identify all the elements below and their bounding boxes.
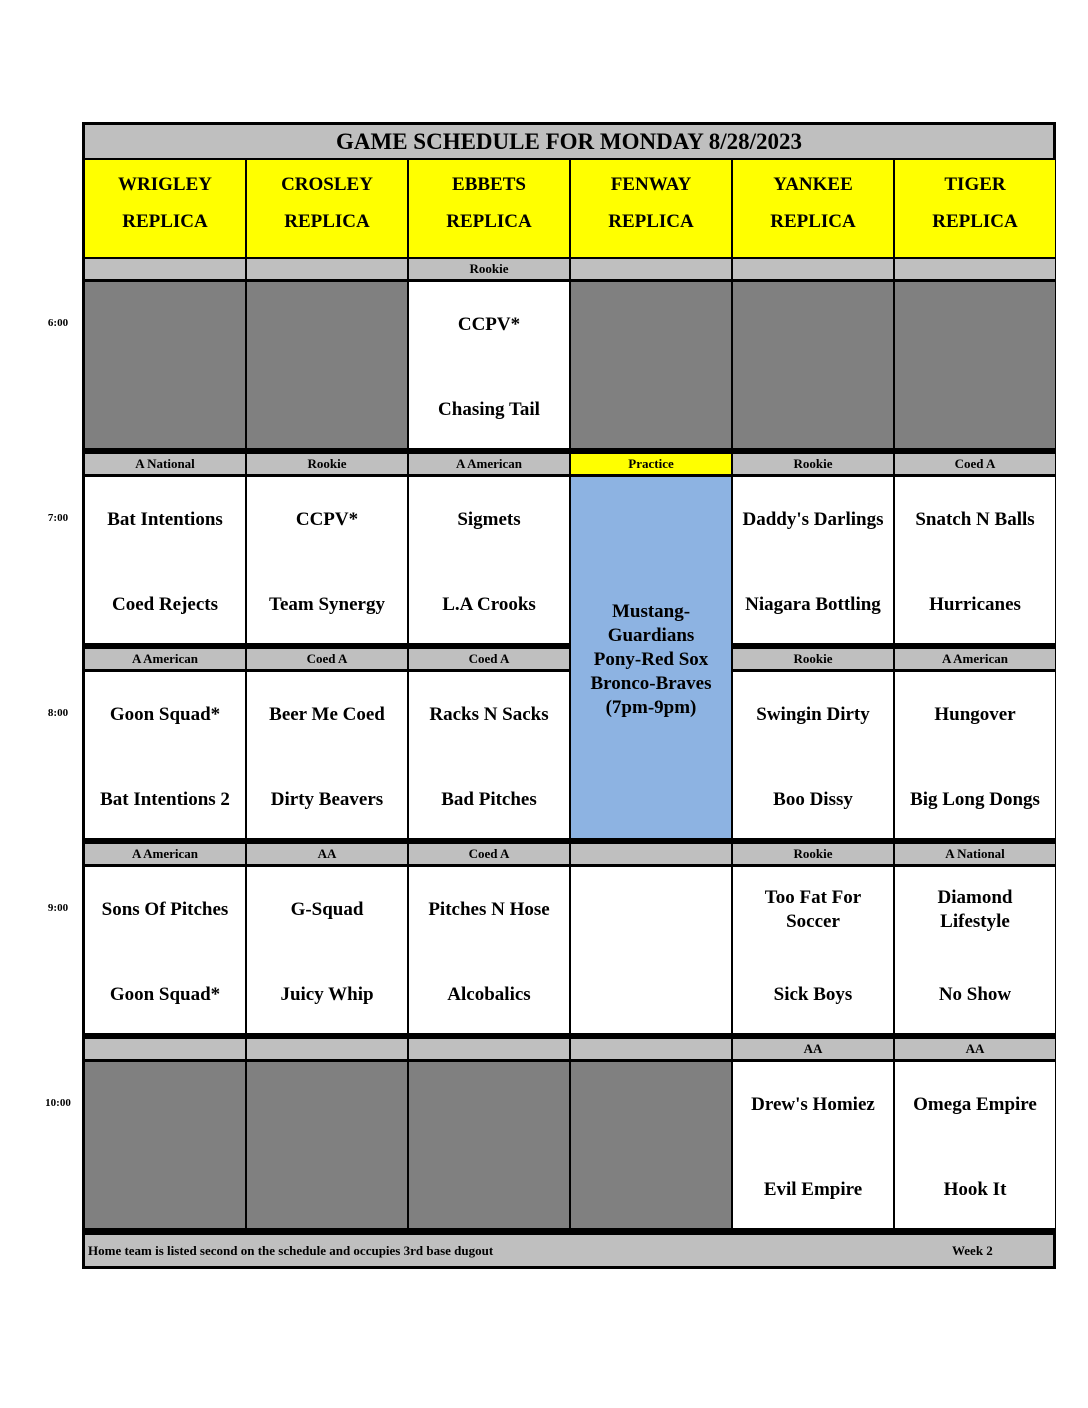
field-name: FENWAY [610, 174, 692, 195]
game-cell [409, 282, 569, 448]
division-label: A American [85, 844, 245, 864]
field-header [247, 160, 407, 257]
field-name: YANKEE [773, 174, 853, 195]
division-label [409, 1039, 569, 1059]
division-label [247, 259, 407, 279]
field-subtitle: REPLICA [932, 211, 1018, 232]
game-cell [733, 1062, 893, 1228]
field-header [571, 160, 731, 257]
division-label [733, 259, 893, 279]
schedule-table [82, 122, 1056, 1269]
field-subtitle: REPLICA [446, 211, 532, 232]
away-team: Snatch N Balls [915, 509, 1035, 530]
field-subtitle: REPLICA [284, 211, 370, 232]
game-cell [895, 477, 1055, 643]
division-label: Rookie [409, 259, 569, 279]
practice-line: Bronco-Braves [590, 673, 712, 694]
home-team: No Show [938, 984, 1012, 1005]
away-team: Diamond Lifestyle [937, 887, 1013, 932]
home-team: Team Synergy [269, 594, 385, 615]
home-team: Juicy Whip [280, 984, 374, 1005]
division-label: Rookie [733, 454, 893, 474]
away-team: Sigmets [457, 509, 521, 530]
home-team: Niagara Bottling [745, 594, 881, 615]
practice-line: (7pm-9pm) [605, 697, 697, 718]
division-label: Rookie [733, 649, 893, 669]
division-label: A American [409, 454, 569, 474]
schedule-footer [85, 1235, 1053, 1266]
division-label: AA [895, 1039, 1055, 1059]
division-label: Coed A [409, 649, 569, 669]
home-team: Bad Pitches [441, 789, 537, 810]
home-team: Hurricanes [929, 594, 1021, 615]
away-team: G-Squad [290, 899, 364, 920]
division-label: A American [85, 649, 245, 669]
game-cell [85, 477, 245, 643]
field-subtitle: REPLICA [122, 211, 208, 232]
division-label: Coed A [895, 454, 1055, 474]
game-cell [247, 672, 407, 838]
practice-line: Guardians [607, 625, 695, 646]
game-cell [247, 867, 407, 1033]
unused-slot [247, 282, 407, 448]
home-team: Big Long Dongs [910, 789, 1040, 810]
home-team: Dirty Beavers [270, 789, 384, 810]
division-label: Coed A [409, 844, 569, 864]
unused-slot [247, 1062, 407, 1228]
week-label: Week 2 [952, 1243, 993, 1258]
home-team: Alcobalics [447, 984, 531, 1005]
division-label: AA [247, 844, 407, 864]
home-team: Boo Dissy [773, 789, 853, 810]
field-name: WRIGLEY [118, 174, 212, 195]
home-team: Sick Boys [773, 984, 853, 1005]
away-team: Hungover [934, 704, 1016, 725]
game-cell [895, 672, 1055, 838]
game-cell [85, 867, 245, 1033]
division-label [85, 1039, 245, 1059]
unused-slot [733, 282, 893, 448]
practice-line: Mustang- [611, 601, 691, 622]
game-cell [733, 477, 893, 643]
game-cell [409, 477, 569, 643]
time-label: 8:00 [47, 707, 69, 719]
away-team: Goon Squad* [109, 704, 221, 725]
division-label: Rookie [733, 844, 893, 864]
away-team: CCPV* [457, 314, 521, 335]
away-team: Omega Empire [913, 1094, 1037, 1115]
practice-block [571, 477, 731, 838]
game-cell [733, 867, 893, 1033]
field-header [409, 160, 569, 257]
division-label: A American [895, 649, 1055, 669]
field-header [895, 160, 1055, 257]
field-header [85, 160, 245, 257]
division-label: Rookie [247, 454, 407, 474]
division-label: Practice [571, 454, 731, 474]
unused-slot [409, 1062, 569, 1228]
unused-slot [895, 282, 1055, 448]
away-team: Too Fat For Soccer [764, 887, 862, 932]
away-team: Racks N Sacks [429, 704, 549, 725]
field-name: TIGER [944, 174, 1006, 195]
home-team: Bat Intentions 2 [100, 789, 230, 810]
field-subtitle: REPLICA [608, 211, 694, 232]
game-cell [409, 672, 569, 838]
away-team: CCPV* [295, 509, 359, 530]
unused-slot [85, 1062, 245, 1228]
division-label [571, 259, 731, 279]
away-team: Sons Of Pitches [101, 899, 229, 920]
division-label [571, 1039, 731, 1059]
game-cell [571, 867, 731, 1033]
unused-slot [571, 282, 731, 448]
time-label: 7:00 [47, 512, 69, 524]
home-team: Coed Rejects [111, 594, 219, 615]
division-label [571, 844, 731, 864]
time-label: 10:00 [45, 1097, 71, 1109]
away-team: Beer Me Coed [269, 704, 385, 725]
practice-line: Pony-Red Sox [593, 649, 709, 670]
field-header [733, 160, 893, 257]
time-label: 9:00 [47, 902, 69, 914]
game-cell [733, 672, 893, 838]
away-team: Drew's Homiez [751, 1094, 875, 1115]
game-cell [85, 672, 245, 838]
home-team: L.A Crooks [442, 594, 536, 615]
unused-slot [571, 1062, 731, 1228]
home-team: Hook It [943, 1179, 1007, 1200]
game-cell [409, 867, 569, 1033]
division-label [247, 1039, 407, 1059]
home-team-note: Home team is listed second on the schedule and occupies 3rd base dugout [88, 1243, 494, 1258]
home-team: Chasing Tail [438, 399, 540, 420]
division-label: A National [85, 454, 245, 474]
division-label: Coed A [247, 649, 407, 669]
game-cell [247, 477, 407, 643]
home-team: Goon Squad* [109, 984, 221, 1005]
away-team: Bat Intentions [107, 509, 223, 530]
away-team: Swingin Dirty [756, 704, 870, 725]
away-team: Pitches N Hose [428, 899, 550, 920]
unused-slot [85, 282, 245, 448]
away-team: Daddy's Darlings [742, 509, 884, 530]
field-name: CROSLEY [281, 174, 373, 195]
division-label: AA [733, 1039, 893, 1059]
division-label [85, 259, 245, 279]
game-cell [895, 867, 1055, 1033]
division-label: A National [895, 844, 1055, 864]
schedule-title: GAME SCHEDULE FOR MONDAY 8/28/2023 [85, 125, 1053, 158]
time-label: 6:00 [47, 317, 69, 329]
division-label [895, 259, 1055, 279]
home-team: Evil Empire [763, 1179, 863, 1200]
game-cell [895, 1062, 1055, 1228]
field-name: EBBETS [452, 174, 526, 195]
field-subtitle: REPLICA [770, 211, 856, 232]
